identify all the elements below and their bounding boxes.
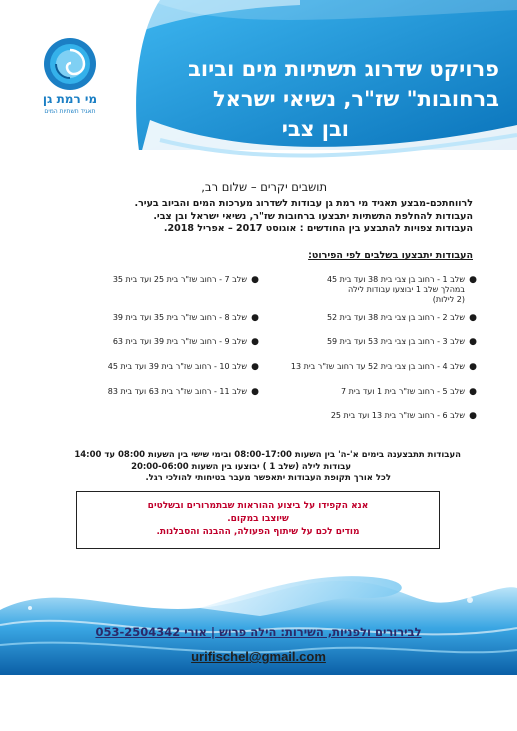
stage-text: שלב 8 - רחוב שז"ר בית 35 ועד בית 39 [112, 313, 247, 322]
stage-item [265, 387, 477, 397]
intro-line: העבודות צפויות להתבצע בין החודשים : אוגוסט 2017 – אפריל 2018. [163, 223, 473, 234]
schedule-line: לכל אורך תקופת העבודות יתאפשר מעבר בטיחותי להולכי רגל. [145, 473, 391, 483]
notice-line: שיוצבו במקום. [227, 514, 289, 524]
schedule-line: העבודות תתבצענה בימים א'-ה' בין השעות 08:00-17:00 ובימי שישי בין השעות 08:00 עד 14:00 [74, 450, 461, 460]
stage-item [57, 337, 259, 347]
stage-item [57, 387, 259, 397]
stage-note: במהלך שלב 1 יבוצעו עבודות לילה [347, 285, 465, 294]
title-line: ברחובות" שז"ר, נשיאי ישראל [212, 87, 499, 111]
stage-item [265, 411, 477, 421]
stage-text: שלב 5 - רחוב שז"ר בית 1 ועד בית 7 [341, 387, 465, 396]
stage-item [57, 275, 259, 285]
bullet-icon: ● [469, 362, 477, 372]
schedule-line: עבודות לילה (שלב 1 ) יבוצעו בין השעות 20:00-06:00 [131, 461, 351, 472]
intro-line: לרווחתכם-מבצע תאגיד מי רמת גן עבודות לשדרוג מערכות המים והביוב בעיר. [134, 198, 473, 209]
notice-line: אנא הקפידו על ביצוע ההוראות שבתמרורים ובשלטים [147, 501, 369, 511]
bullet-icon: ● [469, 275, 477, 285]
title-line: ובן צבי [281, 117, 349, 141]
stage-text: שלב 3 - רחוב בן צבי בית 53 ועד בית 59 [326, 337, 465, 346]
bullet-icon: ● [251, 313, 259, 323]
water-swirl-icon [24, 36, 116, 92]
stage-text: שלב 6 - רחוב שז"ר בית 13 ועד בית 25 [330, 411, 465, 420]
work-hours-paragraph [51, 450, 461, 485]
stage-text: שלב 10 - רחוב שז"ר בית 39 ועד בית 45 [107, 362, 247, 371]
stage-item [265, 362, 477, 372]
bullet-icon: ● [469, 313, 477, 323]
notice-line: מודים לכם על שיתוף הפעולה, ההבנה והסבלנות. [156, 527, 360, 537]
header-banner [0, 0, 517, 158]
stages-heading: העבודות יתבצעו בשלבים לפי הפירוט: [308, 250, 473, 261]
title-line: פרויקט שדרוג תשתיות מים וביוב [188, 57, 499, 81]
stage-item [265, 275, 477, 305]
intro-paragraph [53, 198, 473, 236]
logo-name: מי רמת גן [42, 92, 98, 106]
intro-line: העבודות להחלפת התשתיות יתבצעו ברחובות שז"ר, נשיאי ישראל ובן צבי. [153, 210, 473, 222]
bullet-icon: ● [469, 337, 477, 347]
page-title [119, 54, 499, 144]
stage-item [57, 362, 259, 372]
contact-line[interactable]: לבירורים ולפניות, השירות: הילה פרוש | אורי 053-2504342 [95, 625, 422, 639]
stage-text: שלב 7 - רחוב שז"ר בית 25 ועד בית 35 [112, 275, 247, 284]
stage-text: שלב 4 - רחוב בן צבי בית 52 עד רחוב שז"ר בית 13 [290, 362, 465, 371]
bullet-icon: ● [251, 275, 259, 285]
stage-item [265, 313, 477, 323]
contact-email-link[interactable]: urifischel@gmail.com [191, 649, 326, 664]
stage-item [57, 313, 259, 323]
stage-text: שלב 1 - רחוב בן צבי בית 38 ועד בית 45 [326, 275, 465, 284]
stage-note: (2 לילות) [432, 295, 465, 304]
stage-text: שלב 11 - רחוב שז"ר בית 63 ועד בית 83 [107, 387, 247, 396]
greeting: תושבים יקרים – שלום רב, [201, 180, 327, 194]
stage-text: שלב 9 - רחוב שז"ר בית 39 ועד בית 63 [112, 337, 247, 346]
bullet-icon: ● [469, 411, 477, 421]
logo-subtitle: תאגיד תשתיות המים [44, 108, 96, 115]
bullet-icon: ● [251, 362, 259, 372]
company-logo [24, 36, 116, 118]
bullet-icon: ● [251, 337, 259, 347]
bullet-icon: ● [469, 387, 477, 397]
bullet-icon: ● [251, 387, 259, 397]
stage-item [265, 337, 477, 347]
safety-notice-box [76, 491, 440, 549]
stage-text: שלב 2 - רחוב בן צבי בית 38 ועד בית 52 [326, 313, 465, 322]
